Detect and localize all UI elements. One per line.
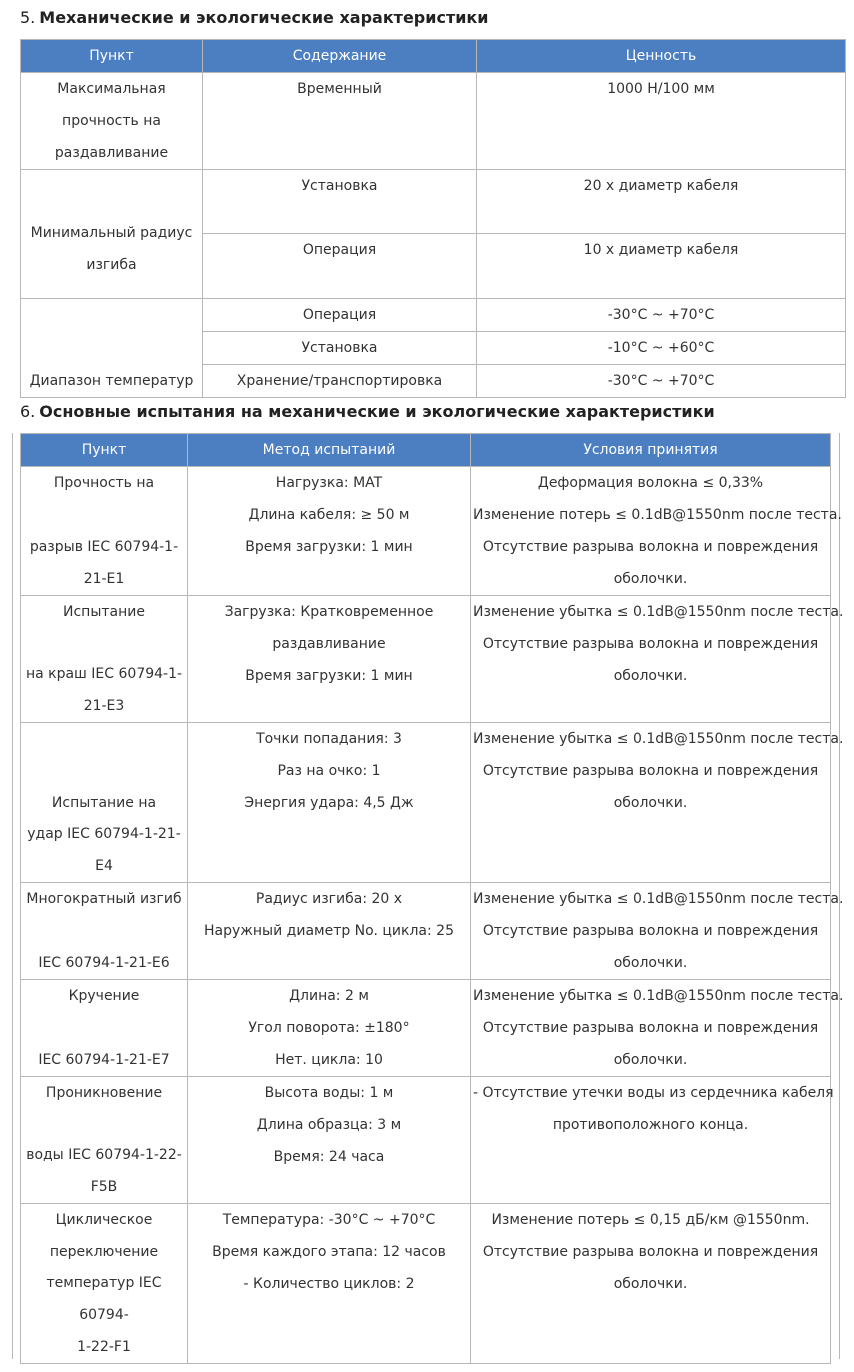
method-cell (188, 467, 471, 596)
table-row (21, 596, 831, 723)
value-cell: 10 x диаметр кабеля (477, 234, 846, 299)
header-item: Пункт (21, 40, 203, 73)
method-text: Раз на очко: 1 (277, 763, 381, 779)
method-text: Радиус изгиба: 20 x (255, 891, 403, 907)
method-text: Температура: -30°C ~ +70°C (222, 1212, 436, 1228)
acceptance-text: Отсутствие разрыва волокна и повреждения (482, 763, 819, 779)
item-text: Минимальный радиус (30, 225, 193, 241)
section-6-heading (20, 402, 715, 421)
item-text: F5B (90, 1179, 118, 1195)
method-text: Энергия удара: 4,5 Дж (244, 795, 414, 811)
item-text: Циклическое (55, 1212, 153, 1228)
item-text: 1-22-F1 (77, 1339, 131, 1355)
item-top (23, 596, 185, 628)
item-text: Испытание (63, 604, 145, 620)
section-number: 6. (20, 402, 36, 421)
item-bottom (21, 658, 187, 722)
value-cell: 20 x диаметр кабеля (477, 170, 846, 234)
method-cell (188, 1204, 471, 1364)
method-text: раздавливание (272, 636, 386, 652)
item-top (23, 980, 185, 1012)
table-row (21, 1204, 831, 1364)
item-text: изгиба (86, 257, 137, 273)
content-cell: Операция (203, 299, 477, 332)
item-top (23, 1077, 185, 1109)
acceptance-text: Отсутствие разрыва волокна и повреждения (482, 636, 819, 652)
content-cell: Хранение/транспортировка (203, 365, 477, 398)
item-bottom (21, 818, 187, 882)
acceptance-text: Изменение убытка ≤ 0.1dB@1550nm после теста. (473, 988, 844, 1004)
item-top (23, 467, 185, 499)
content-cell: Установка (203, 170, 477, 234)
value-cell: 1000 Н/100 мм (477, 73, 846, 170)
item-text: Проникновение (45, 1085, 163, 1101)
table-row (21, 73, 846, 170)
item-text: прочность на (62, 113, 161, 129)
item-top (23, 1204, 185, 1268)
acceptance-text: Отсутствие разрыва волокна и повреждения (482, 1244, 819, 1260)
value-cell: -30°C ~ +70°C (477, 365, 846, 398)
acceptance-cell (471, 723, 844, 883)
acceptance-text: Изменение убытка ≤ 0.1dB@1550nm после теста. (473, 891, 844, 907)
item-bottom (21, 1267, 187, 1363)
acceptance-text: Изменение потерь ≤ 0,15 дБ/км @1550nm. (491, 1212, 810, 1228)
method-text: Время каждого этапа: 12 часов (212, 1244, 446, 1260)
item-cell: Диапазон температур (21, 299, 203, 398)
acceptance-cell (471, 1077, 834, 1204)
item-cell (21, 73, 203, 170)
item-text: раздавливание (54, 145, 169, 161)
method-text: - Количество циклов: 2 (243, 1276, 415, 1292)
method-cell (188, 1077, 471, 1204)
acceptance-text: - Отсутствие утечки воды из сердечника кабеля (473, 1085, 834, 1101)
item-text: Максимальная (57, 81, 166, 97)
table-row (21, 170, 846, 234)
content-cell: Операция (203, 234, 477, 299)
acceptance-cell (471, 1204, 831, 1364)
method-text: Загрузка: Кратковременное (224, 604, 434, 620)
acceptance-text: оболочки. (613, 955, 688, 971)
method-cell (188, 723, 471, 883)
acceptance-text: противоположного конца. (552, 1117, 749, 1133)
acceptance-text: Деформация волокна ≤ 0,33% (537, 475, 764, 491)
content-cell: Установка (203, 332, 477, 365)
method-text: Длина: 2 м (289, 988, 369, 1004)
item-cell (21, 170, 203, 299)
acceptance-text: оболочки. (613, 1276, 688, 1292)
item-bottom (21, 1044, 187, 1076)
item-cell (21, 467, 188, 596)
item-text (23, 723, 185, 755)
table-row (21, 723, 831, 883)
item-cell (21, 596, 188, 723)
item-top (23, 723, 185, 819)
acceptance-cell (471, 596, 844, 723)
item-text: Прочность на (53, 475, 155, 491)
section-5-heading (20, 8, 489, 27)
item-text: Кручение (68, 988, 140, 1004)
method-text: Нет. цикла: 10 (275, 1052, 383, 1068)
acceptance-text: оболочки. (613, 571, 688, 587)
method-text: Время загрузки: 1 мин (245, 668, 413, 684)
acceptance-cell (471, 883, 844, 980)
table-row (21, 1077, 831, 1204)
method-text: Высота воды: 1 м (264, 1085, 394, 1101)
item-text: 21-E3 (83, 698, 125, 714)
method-text: Время: 24 часа (273, 1149, 385, 1165)
item-text: IEC 60794-1-21-E7 (38, 1052, 170, 1068)
section-number: 5. (20, 8, 36, 27)
table-row (21, 299, 846, 332)
header-method: Метод испытаний (188, 434, 471, 467)
acceptance-text: оболочки. (613, 795, 688, 811)
method-text: Длина образца: 3 м (256, 1117, 402, 1133)
acceptance-text: Отсутствие разрыва волокна и повреждения (482, 923, 819, 939)
method-text: Нагрузка: MAT (275, 475, 383, 491)
acceptance-text: Отсутствие разрыва волокна и повреждения (482, 539, 819, 555)
item-text: 21-E1 (83, 571, 125, 587)
item-text (23, 755, 185, 787)
acceptance-cell (471, 467, 842, 596)
item-text: Испытание на (51, 795, 157, 811)
table-row (21, 980, 831, 1077)
item-bottom (21, 947, 187, 979)
table-header-row (21, 434, 831, 467)
tests-body (21, 467, 844, 1364)
header-item: Пункт (21, 434, 188, 467)
item-cell (21, 883, 188, 980)
content-cell: Временный (203, 73, 477, 170)
section-title: Основные испытания на механические и экологические характеристики (39, 402, 715, 421)
method-text: Точки попадания: 3 (256, 731, 402, 747)
item-text: Многократный изгиб (26, 891, 182, 907)
item-cell (21, 980, 188, 1077)
method-text: Наружный диаметр No. цикла: 25 (204, 923, 454, 939)
item-bottom (21, 1139, 187, 1203)
header-value: Ценность (477, 40, 846, 73)
method-text: Время загрузки: 1 мин (245, 539, 413, 555)
item-cell (21, 1204, 188, 1364)
method-text: Длина кабеля: ≥ 50 м (248, 507, 410, 523)
table-header-row (21, 40, 846, 73)
table-row (21, 467, 831, 596)
item-text: на краш IEC 60794-1- (25, 666, 183, 682)
method-cell (188, 596, 471, 723)
item-text: IEC 60794-1-21-E6 (38, 955, 170, 971)
acceptance-text: Изменение потерь ≤ 0.1dB@1550nm после теста. (473, 507, 842, 523)
item-text: воды IEC 60794-1-22- (26, 1147, 182, 1163)
acceptance-text: оболочки. (613, 668, 688, 684)
header-content: Содержание (203, 40, 477, 73)
method-text: Угол поворота: ±180° (248, 1020, 410, 1036)
section-title: Механические и экологические характеристики (39, 8, 489, 27)
value-cell: -30°C ~ +70°C (477, 299, 846, 332)
item-text: переключение (49, 1244, 159, 1260)
method-cell (188, 980, 471, 1077)
acceptance-text: Изменение убытка ≤ 0.1dB@1550nm после теста. (473, 731, 844, 747)
table-row (21, 883, 831, 980)
acceptance-text: Отсутствие разрыва волокна и повреждения (482, 1020, 819, 1036)
header-acceptance: Условия принятия (471, 434, 831, 467)
item-text: разрыв IEC 60794-1- (29, 539, 179, 555)
item-text: удар IEC 60794-1-21-E4 (27, 826, 181, 874)
item-cell (21, 1077, 188, 1204)
tests-table (20, 433, 844, 1364)
item-cell (21, 723, 188, 883)
mechanical-characteristics-table (20, 39, 846, 398)
item-bottom (21, 531, 187, 595)
item-top (23, 883, 185, 915)
acceptance-text: Изменение убытка ≤ 0.1dB@1550nm после теста. (473, 604, 844, 620)
value-cell: -10°C ~ +60°C (477, 332, 846, 365)
acceptance-text: оболочки. (613, 1052, 688, 1068)
item-text: температур IEC 60794- (46, 1275, 162, 1323)
method-cell (188, 883, 471, 980)
acceptance-cell (471, 980, 844, 1077)
